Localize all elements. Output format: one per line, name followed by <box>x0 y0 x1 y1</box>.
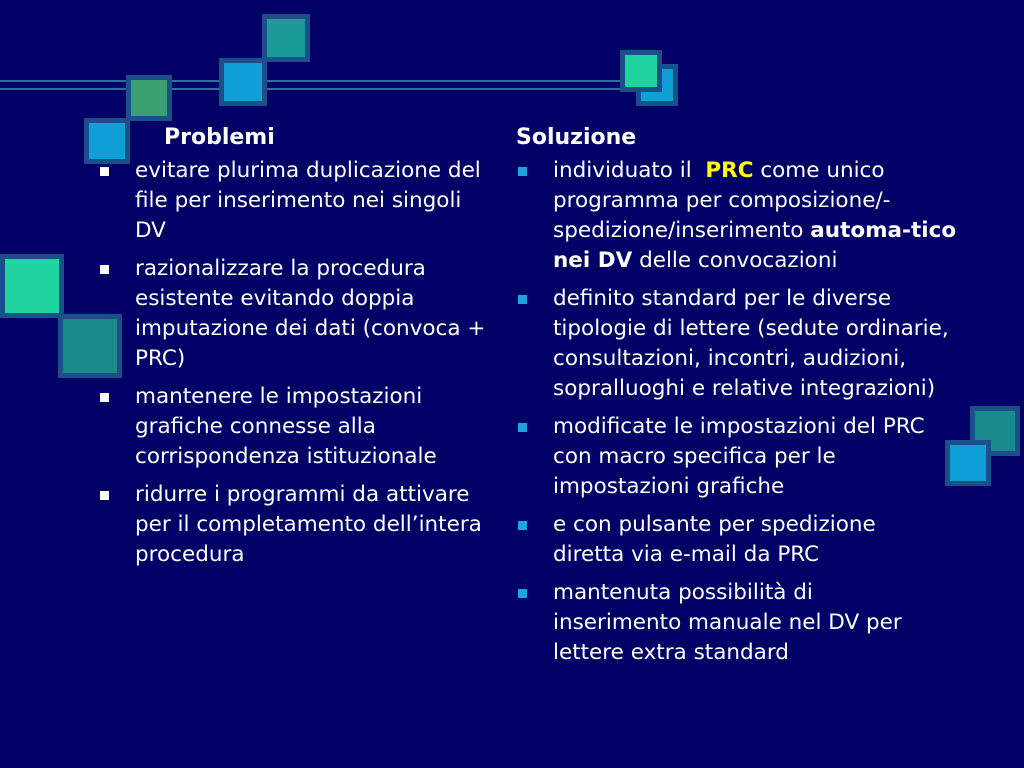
list-item <box>516 412 986 502</box>
square-bullet-icon <box>100 167 109 176</box>
list-item <box>98 382 498 472</box>
square-bullet-icon <box>100 491 109 500</box>
list-item-text: ridurre i programmi da attivare per il completamento dell’intera procedura <box>135 482 482 567</box>
decor-line <box>0 88 660 90</box>
square-bullet-icon <box>518 167 527 176</box>
prc-highlight: PRC <box>705 158 754 183</box>
list-item-text: modificate le impostazioni del PRC con macro specifica per le impostazioni grafiche <box>553 414 925 499</box>
square-bullet-icon <box>100 265 109 274</box>
square-bullet-icon <box>518 423 527 432</box>
soluzione-column <box>516 124 986 676</box>
square-bullet-icon <box>518 521 527 530</box>
list-item <box>516 156 986 276</box>
problemi-heading: Problemi <box>164 125 275 150</box>
list-item-text: razionalizzare la procedura esistente evitando doppia imputazione dei dati (convoca + PRC) <box>135 256 486 371</box>
decor-square <box>126 75 172 121</box>
square-bullet-icon <box>518 589 527 598</box>
decor-square <box>262 14 310 62</box>
soluzione-heading: Soluzione <box>516 125 637 150</box>
list-item-text-pre: individuato il <box>553 158 706 183</box>
problemi-list <box>98 156 498 570</box>
list-item <box>516 578 986 668</box>
soluzione-list <box>516 156 986 668</box>
list-item-text: mantenuta possibilità di inserimento manuale nel DV per lettere extra standard <box>553 580 902 665</box>
list-item-text: definito standard per le diverse tipologie di lettere (sedute ordinarie, consultazioni, incontri, audizioni, sopralluoghi e relative integrazioni) <box>553 286 949 401</box>
list-item <box>516 510 986 570</box>
list-item <box>98 480 498 570</box>
square-bullet-icon <box>518 295 527 304</box>
bold-text: automa-tico nei DV <box>553 218 957 273</box>
list-item <box>98 156 498 246</box>
list-item <box>98 254 498 374</box>
list-item-text-post: delle convocazioni <box>632 248 838 273</box>
problemi-column <box>98 124 498 578</box>
list-item-text: evitare plurima duplicazione del file per inserimento nei singoli DV <box>135 158 481 243</box>
decor-square <box>620 50 662 92</box>
decor-line <box>0 80 660 82</box>
list-item-text: mantenere le impostazioni grafiche connesse alla corrispondenza istituzionale <box>135 384 437 469</box>
decor-square <box>0 254 64 318</box>
list-item-text-mid: come unico programma per composizione/-spedizione/inserimento <box>553 158 891 243</box>
decor-square <box>219 58 267 106</box>
square-bullet-icon <box>100 393 109 402</box>
list-item <box>516 284 986 404</box>
list-item-text: e con pulsante per spedizione diretta via e-mail da PRC <box>553 512 876 567</box>
